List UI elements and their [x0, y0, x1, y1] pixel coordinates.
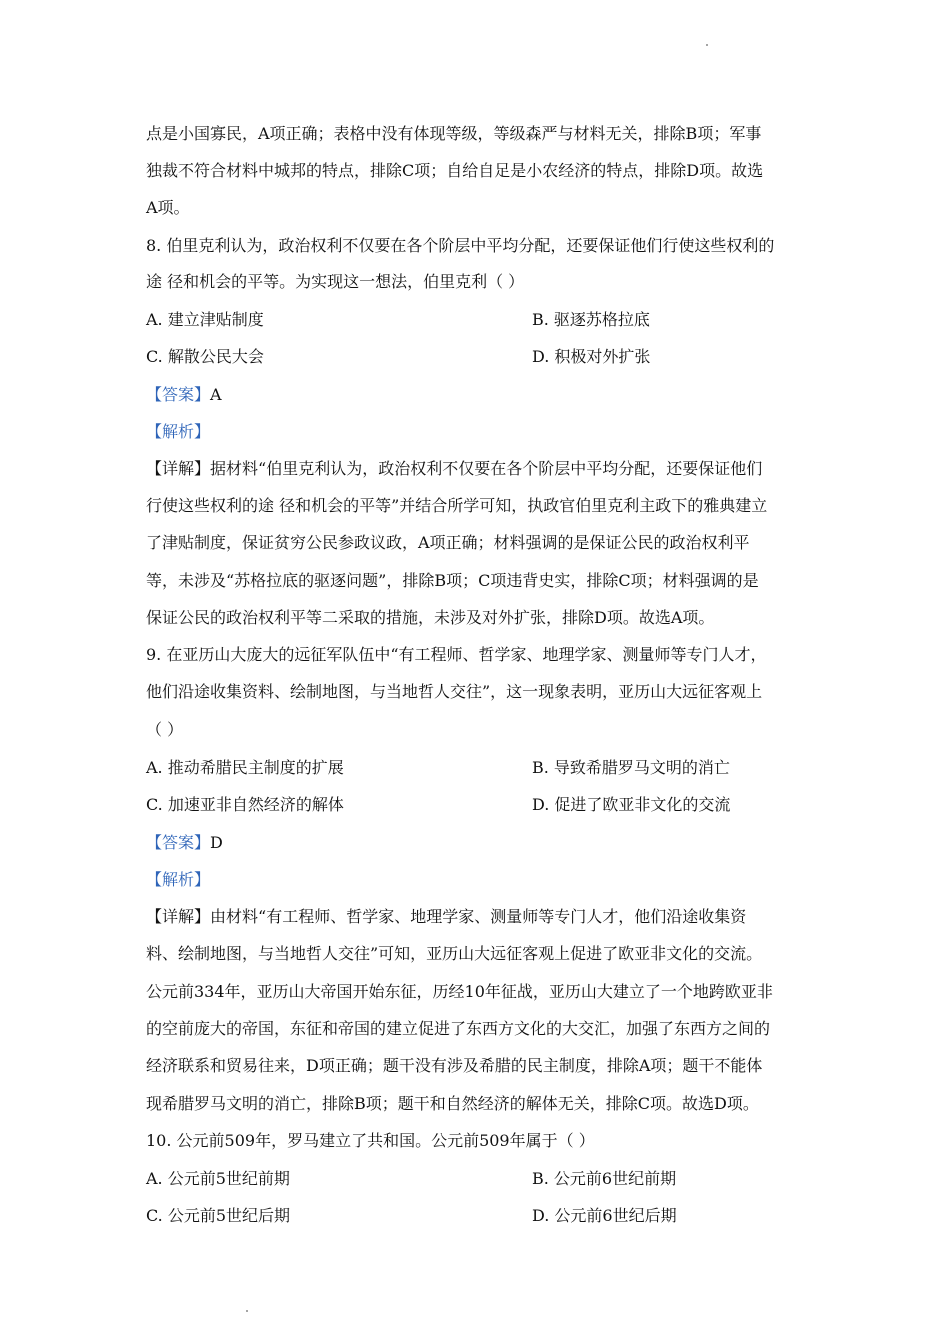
- q8-analysis-tag: 【解析】: [146, 422, 211, 441]
- q10-option-c: C. 公元前5世纪后期: [146, 1206, 291, 1225]
- q8-detail-line-2: 行使这些权利的途 径和机会的平等”并结合所学可知，执政官伯里克利主政下的雅典建立: [146, 496, 768, 515]
- q9-detail-line-6: 现希腊罗马文明的消亡，排除B项；题干和自然经济的解体无关，排除C项。故选D项。: [146, 1094, 759, 1113]
- q10-option-d: D. 公元前6世纪后期: [532, 1206, 677, 1225]
- detail-tag: 【详解】: [146, 459, 211, 478]
- q8-option-c: C. 解散公民大会: [146, 347, 264, 366]
- q9-detail-line-4: 的空前庞大的帝国，东征和帝国的建立促进了东西方文化的大交汇，加强了东西方之间的: [146, 1019, 771, 1038]
- answer-tag: 【答案】: [146, 385, 211, 404]
- scan-dot-top: [706, 44, 708, 46]
- q9-stem-line-1: 9. 在亚历山大庞大的远征军队伍中“有工程师、哲学家、地理学家、测量师等专门人才，: [146, 645, 767, 664]
- q9-option-c: C. 加速亚非自然经济的解体: [146, 795, 344, 814]
- answer-tag: 【答案】: [146, 833, 211, 852]
- q9-detail-line-3: 公元前334年，亚历山大帝国开始东征，历经10年征战，亚历山大建立了一个地跨欧亚非: [146, 982, 773, 1001]
- q8-option-a: A. 建立津贴制度: [146, 310, 264, 329]
- q9-stem-line-3: （ ）: [146, 720, 184, 739]
- detail-text: 由材料“有工程师、哲学家、地理学家、测量师等专门人才，他们沿途收集资: [210, 907, 747, 926]
- q8-stem-line-2: 途 径和机会的平等。为实现这一想法，伯里克利（ ）: [146, 272, 525, 291]
- q9-option-d: D. 促进了欧亚非文化的交流: [532, 795, 731, 814]
- q10-option-b: B. 公元前6世纪前期: [532, 1169, 677, 1188]
- q9-option-a: A. 推动希腊民主制度的扩展: [146, 758, 344, 777]
- q8-option-b: B. 驱逐苏格拉底: [532, 310, 650, 329]
- q8-detail-line-5: 保证公民的政治权利平等二采取的措施，未涉及对外扩张，排除D项。故选A项。: [146, 608, 715, 627]
- q7-detail-line-1: 点是小国寡民，A项正确；表格中没有体现等级，等级森严与材料无关，排除B项；军事: [146, 124, 762, 143]
- q9-stem-line-2: 他们沿途收集资料、绘制地图，与当地哲人交往”，这一现象表明，亚历山大远征客观上: [146, 682, 763, 701]
- q9-detail-line-2: 料、绘制地图，与当地哲人交往”可知，亚历山大远征客观上促进了欧亚非文化的交流。: [146, 944, 763, 963]
- detail-tag: 【详解】: [146, 907, 211, 926]
- scan-dot-bottom: [246, 1310, 248, 1312]
- q9-detail-line-5: 经济联系和贸易往来，D项正确；题干没有涉及希腊的民主制度，排除A项；题干不能体: [146, 1056, 763, 1075]
- q8-option-d: D. 积极对外扩张: [532, 347, 651, 366]
- q10-stem-line-1: 10. 公元前509年，罗马建立了共和国。公元前509年属于（ ）: [146, 1131, 595, 1150]
- q8-stem-line-1: 8. 伯里克利认为，政治权利不仅要在各个阶层中平均分配，还要保证他们行使这些权利的: [146, 236, 775, 255]
- q10-option-a: A. 公元前5世纪前期: [146, 1169, 290, 1188]
- q7-detail-line-2: 独裁不符合材料中城邦的特点，排除C项；自给自足是小农经济的特点，排除D项。故选: [146, 161, 764, 180]
- q9-detail-line-1: [146, 907, 746, 927]
- answer-value: D: [210, 833, 223, 852]
- q9-answer: [146, 833, 223, 853]
- detail-text: 据材料“伯里克利认为，政治权利不仅要在各个阶层中平均分配，还要保证他们: [210, 459, 763, 478]
- q9-analysis-tag: 【解析】: [146, 870, 211, 889]
- q8-answer: [146, 385, 222, 405]
- answer-value: A: [210, 385, 222, 404]
- q7-detail-line-3: A项。: [146, 198, 190, 217]
- q8-detail-line-4: 等，未涉及“苏格拉底的驱逐问题”，排除B项；C项违背史实，排除C项；材料强调的是: [146, 571, 759, 590]
- q9-option-b: B. 导致希腊罗马文明的消亡: [532, 758, 730, 777]
- q8-detail-line-3: 了津贴制度，保证贫穷公民参政议政，A项正确；材料强调的是保证公民的政治权利平: [146, 533, 750, 552]
- q8-detail-line-1: [146, 459, 762, 479]
